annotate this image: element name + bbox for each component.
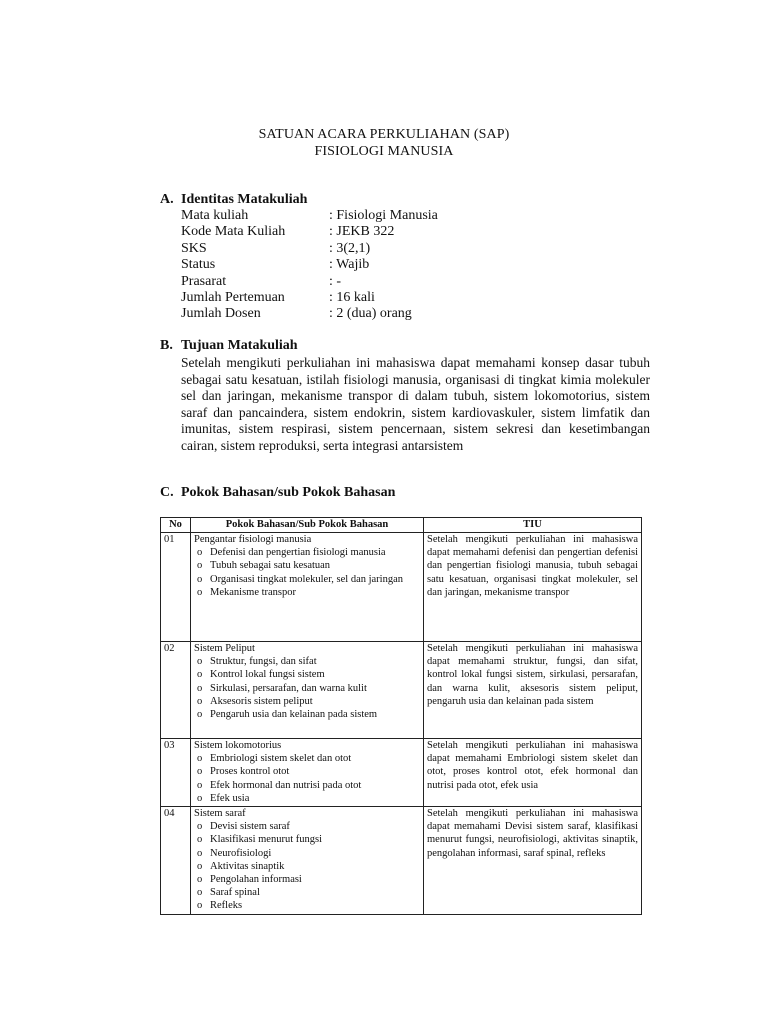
doc-title-line1: SATUAN ACARA PERKULIAHAN (SAP) bbox=[258, 127, 510, 142]
topic-title: Sistem Peliput bbox=[194, 643, 255, 654]
list-item: o Saraf spinal bbox=[194, 886, 420, 899]
identity-value: : 2 (dua) orang bbox=[329, 306, 412, 322]
list-item: o Defenisi dan pengertian fisiologi manusia bbox=[194, 546, 420, 559]
tiu-cell: Setelah mengikuti perkuliahan ini mahasiswa dapat memahami Devisi sistem saraf, klasifikasi menurut fungsi, neurofisiologi, aktivitas sinaptik, pengolahan informasi, saraf spinal, refleks bbox=[424, 807, 642, 915]
tiu-cell: Setelah mengikuti perkuliahan ini mahasiswa dapat memahami Embriologi sistem skelet dan otot, proses kontrol otot, efek hormonal dan nutrisi pada otot, efek usia bbox=[424, 739, 642, 807]
table-header-row bbox=[161, 518, 642, 533]
list-item: o Klasifikasi menurut fungsi bbox=[194, 833, 420, 846]
topic-title: Sistem saraf bbox=[194, 808, 246, 819]
section-a-heading bbox=[160, 192, 307, 208]
identity-row bbox=[181, 224, 438, 240]
row-number: 04 bbox=[161, 807, 191, 915]
row-number: 01 bbox=[161, 533, 191, 642]
identity-value: : - bbox=[329, 273, 342, 289]
identity-row bbox=[181, 257, 438, 273]
identity-value: : Fisiologi Manusia bbox=[329, 208, 438, 223]
identity-label: Jumlah Pertemuan bbox=[181, 289, 285, 305]
section-b-heading bbox=[160, 338, 298, 354]
table-row bbox=[161, 807, 642, 915]
list-item: o Refleks bbox=[194, 899, 420, 912]
topic-cell bbox=[191, 807, 424, 915]
identity-row bbox=[181, 306, 438, 322]
row-number: 03 bbox=[161, 739, 191, 807]
list-item: o Proses kontrol otot bbox=[194, 765, 420, 778]
list-item: o Sirkulasi, persarafan, dan warna kulit bbox=[194, 682, 420, 695]
list-item: o Struktur, fungsi, dan sifat bbox=[194, 655, 420, 668]
section-a-title: Identitas Matakuliah bbox=[181, 192, 308, 207]
section-c-letter: C. bbox=[160, 485, 174, 500]
list-item: o Devisi sistem saraf bbox=[194, 820, 420, 833]
list-item: o Efek hormonal dan nutrisi pada otot bbox=[194, 779, 420, 792]
section-c-heading bbox=[160, 485, 395, 501]
identity-value: : 3(2,1) bbox=[329, 240, 371, 256]
header-no: No bbox=[161, 518, 191, 533]
tiu-cell: Setelah mengikuti perkuliahan ini mahasiswa dapat memahami struktur, fungsi, dan sifat, kontrol lokal fungsi sistem, sirkulasi, persarafan, dan warna kulit, aksesoris sistem peliput, pengaruh usia dan kelainan pada sistem bbox=[424, 642, 642, 739]
identity-label: Mata kuliah bbox=[181, 208, 249, 223]
table-row bbox=[161, 642, 642, 739]
row-number: 02 bbox=[161, 642, 191, 739]
identity-row bbox=[181, 208, 438, 224]
tiu-cell: Setelah mengikuti perkuliahan ini mahasiswa dapat memahami defenisi dan pengertian defenisi dan pengertian fisiologi manusia, tubuh sebagai satu kesatuan, organisasi tingkat molekuler, sel dan jaringan, mekanisme transpor bbox=[424, 533, 642, 642]
topic-cell bbox=[191, 533, 424, 642]
identity-row bbox=[181, 290, 438, 306]
header-pokok-bahasan: Pokok Bahasan/Sub Pokok Bahasan bbox=[191, 518, 424, 533]
topic-title: Pengantar fisiologi manusia bbox=[194, 534, 312, 545]
list-item: o Pengolahan informasi bbox=[194, 873, 420, 886]
list-item: o Efek usia bbox=[194, 792, 420, 805]
list-item: o Kontrol lokal fungsi sistem bbox=[194, 668, 420, 681]
identity-label: Jumlah Dosen bbox=[181, 306, 261, 322]
list-item: o Embriologi sistem skelet dan otot bbox=[194, 752, 420, 765]
list-item: o Aktivitas sinaptik bbox=[194, 860, 420, 873]
section-c-title: Pokok Bahasan/sub Pokok Bahasan bbox=[181, 485, 396, 500]
identity-value: : 16 kali bbox=[329, 289, 375, 305]
identity-label: SKS bbox=[181, 240, 207, 256]
subtopic-list bbox=[194, 820, 420, 912]
subtopic-list bbox=[194, 752, 420, 805]
list-item: o Mekanisme transpor bbox=[194, 586, 420, 599]
subtopic-list bbox=[194, 546, 420, 599]
table-row bbox=[161, 533, 642, 642]
topic-title: Sistem lokomotorius bbox=[194, 740, 282, 751]
section-a-letter: A. bbox=[160, 192, 174, 207]
list-item: o Aksesoris sistem peliput bbox=[194, 695, 420, 708]
table-row bbox=[161, 739, 642, 807]
list-item: o Neurofisiologi bbox=[194, 847, 420, 860]
list-item: o Pengaruh usia dan kelainan pada sistem bbox=[194, 708, 420, 721]
objective-paragraph: Setelah mengikuti perkuliahan ini mahasiswa dapat memahami konsep dasar tubuh sebagai satu kesatuan, istilah fisiologi manusia, organisasi di tingkat kimia molekuler sel dan jaringan, mekanisme transpor di dalam tubuh, sistem lokomotorius, sistem saraf dan pancaindera, sistem endokrin, sistem kardiovaskuler, sistem limfatik dan imunitas, sistem respirasi, sistem pencernaan, sistem sekresi dan kesetimbangan cairan, sistem reproduksi, serta integrasi antarsistem bbox=[181, 355, 650, 453]
identity-label: Prasarat bbox=[181, 273, 227, 289]
header-tiu: TIU bbox=[424, 518, 642, 533]
section-b-letter: B. bbox=[160, 338, 173, 353]
identity-label: Status bbox=[181, 257, 216, 273]
identity-value: : JEKB 322 bbox=[329, 224, 395, 240]
subtopic-list bbox=[194, 655, 420, 721]
topic-cell bbox=[191, 642, 424, 739]
identity-value: : Wajib bbox=[329, 257, 370, 273]
topics-table bbox=[160, 517, 642, 915]
identity-row bbox=[181, 241, 438, 257]
list-item: o Tubuh sebagai satu kesatuan bbox=[194, 559, 420, 572]
identity-label: Kode Mata Kuliah bbox=[181, 224, 286, 240]
list-item: o Organisasi tingkat molekuler, sel dan jaringan bbox=[194, 573, 420, 586]
doc-title-line2: FISIOLOGI MANUSIA bbox=[314, 144, 454, 159]
identity-list bbox=[181, 208, 438, 323]
topic-cell bbox=[191, 739, 424, 807]
section-b-title: Tujuan Matakuliah bbox=[181, 338, 298, 353]
identity-row bbox=[181, 274, 438, 290]
